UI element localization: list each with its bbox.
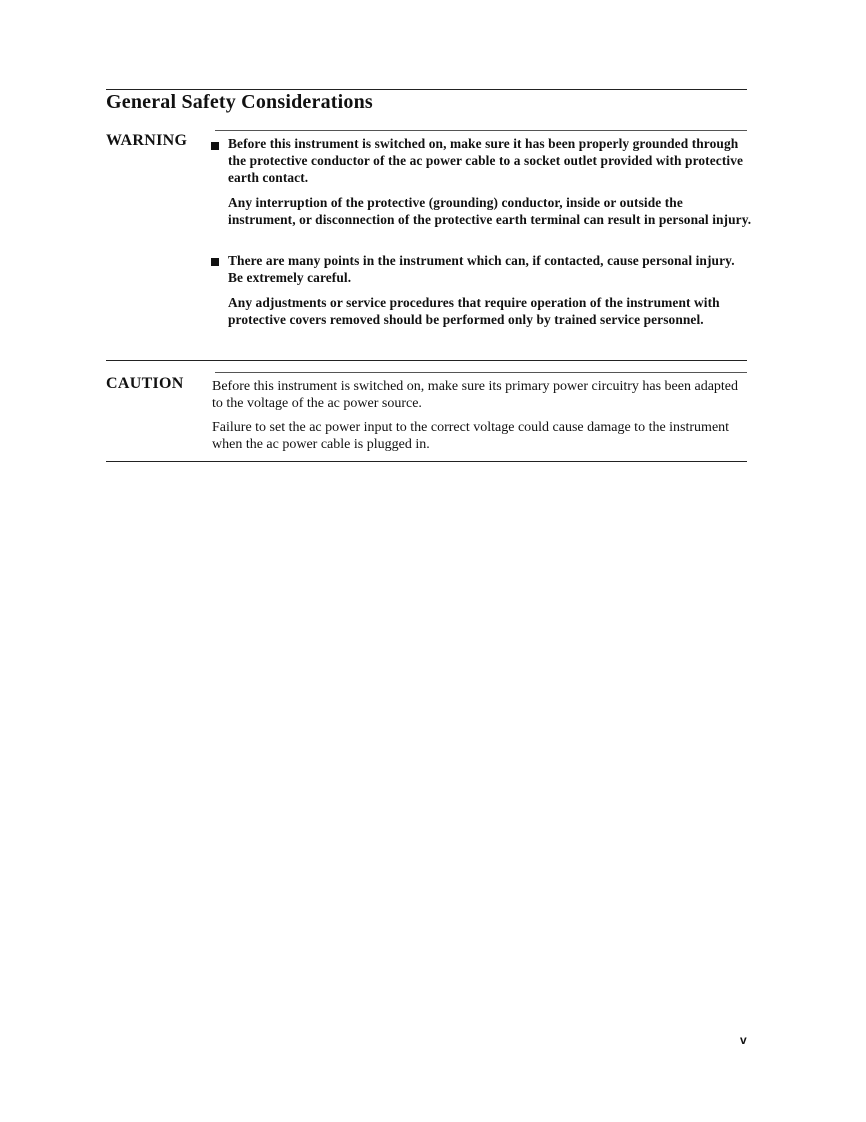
caution-top-rule [215,372,747,373]
caution-text [212,378,742,460]
page-title: General Safety Considerations [106,91,373,113]
warning-bullet-1-icon [211,142,219,150]
warning-bottom-rule [106,360,747,361]
warning-item-2-text: There are many points in the instrument which can, if contacted, cause personal injury. Be extremely careful. [228,253,735,285]
caution-label: CAUTION [106,375,184,392]
warning-label: WARNING [106,132,188,149]
warning-item-2 [228,252,753,336]
warning-top-rule [215,130,747,131]
caution-paragraph-1: Before this instrument is switched on, make sure its primary power circuitry has been adapted to the voltage of the ac power source. [212,379,739,411]
caution-bottom-rule [106,461,747,462]
warning-item-1 [228,135,753,236]
title-top-rule [106,89,747,90]
warning-item-1-detail: Any interruption of the protective (grounding) conductor, inside or outside the instrument, or disconnection of the protective earth terminal can result in personal injury. [228,195,752,227]
warning-item-1-text: Before this instrument is switched on, make sure it has been properly grounded through the protective conductor of the ac power cable to a socket outlet provided with protective earth contact. [228,136,744,185]
warning-bullet-2-icon [211,258,219,266]
page-number: v [740,1033,747,1047]
warning-item-2-detail: Any adjustments or service procedures that require operation of the instrument with protective covers removed should be performed only by trained service personnel. [228,295,720,327]
caution-paragraph-2: Failure to set the ac power input to the correct voltage could cause damage to the instrument when the ac power cable is plugged in. [212,420,730,452]
